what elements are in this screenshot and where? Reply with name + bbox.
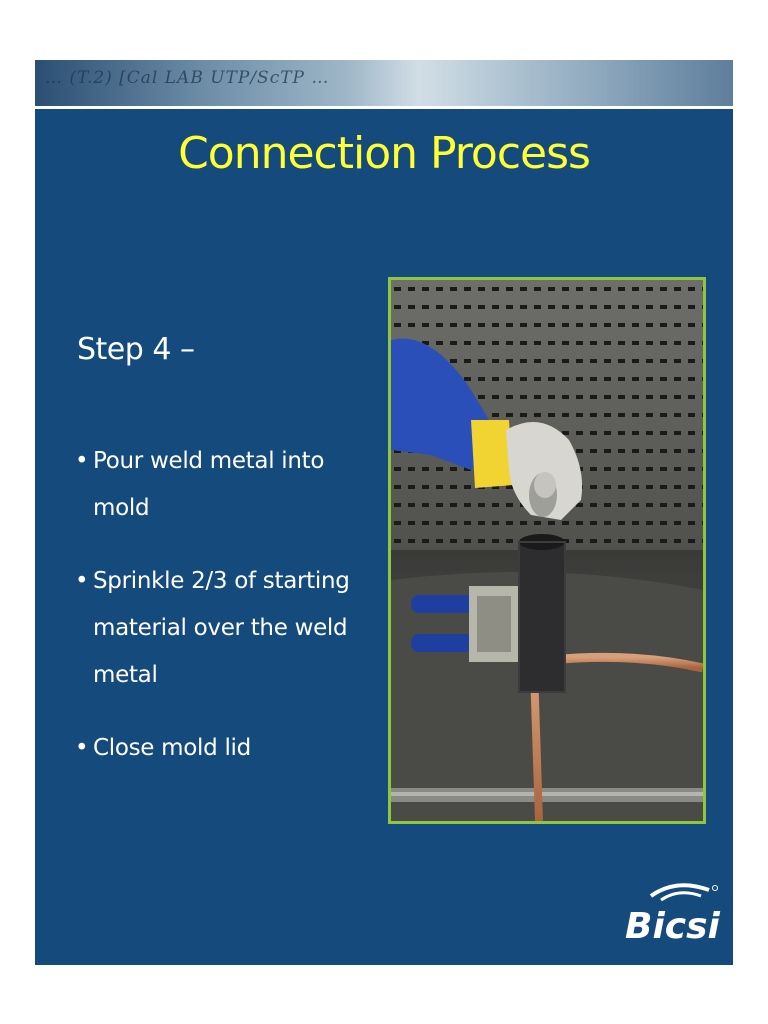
- slide: [35, 60, 733, 965]
- bicsi-logo: [621, 876, 721, 946]
- bullet-item: • Sprinkle 2/3 of starting material over the weld metal: [75, 558, 375, 699]
- weld-mold-photo: [388, 277, 706, 824]
- weld-mold-photo-illustration: [391, 280, 703, 821]
- banner-formula-graphic: … (T.2) [Cal LAB UTP/ScTP …: [45, 68, 330, 88]
- svg-text:Bicsi: Bicsi: [625, 906, 720, 946]
- slide-title: Connection Process: [178, 128, 590, 179]
- bullet-list: [75, 438, 375, 798]
- step-heading: Step 4 –: [77, 332, 195, 367]
- bullet-item: • Close mold lid: [75, 725, 375, 772]
- banner-divider: [35, 106, 733, 109]
- bullet-item: • Pour weld metal into mold: [75, 438, 375, 532]
- header-banner: [35, 60, 733, 106]
